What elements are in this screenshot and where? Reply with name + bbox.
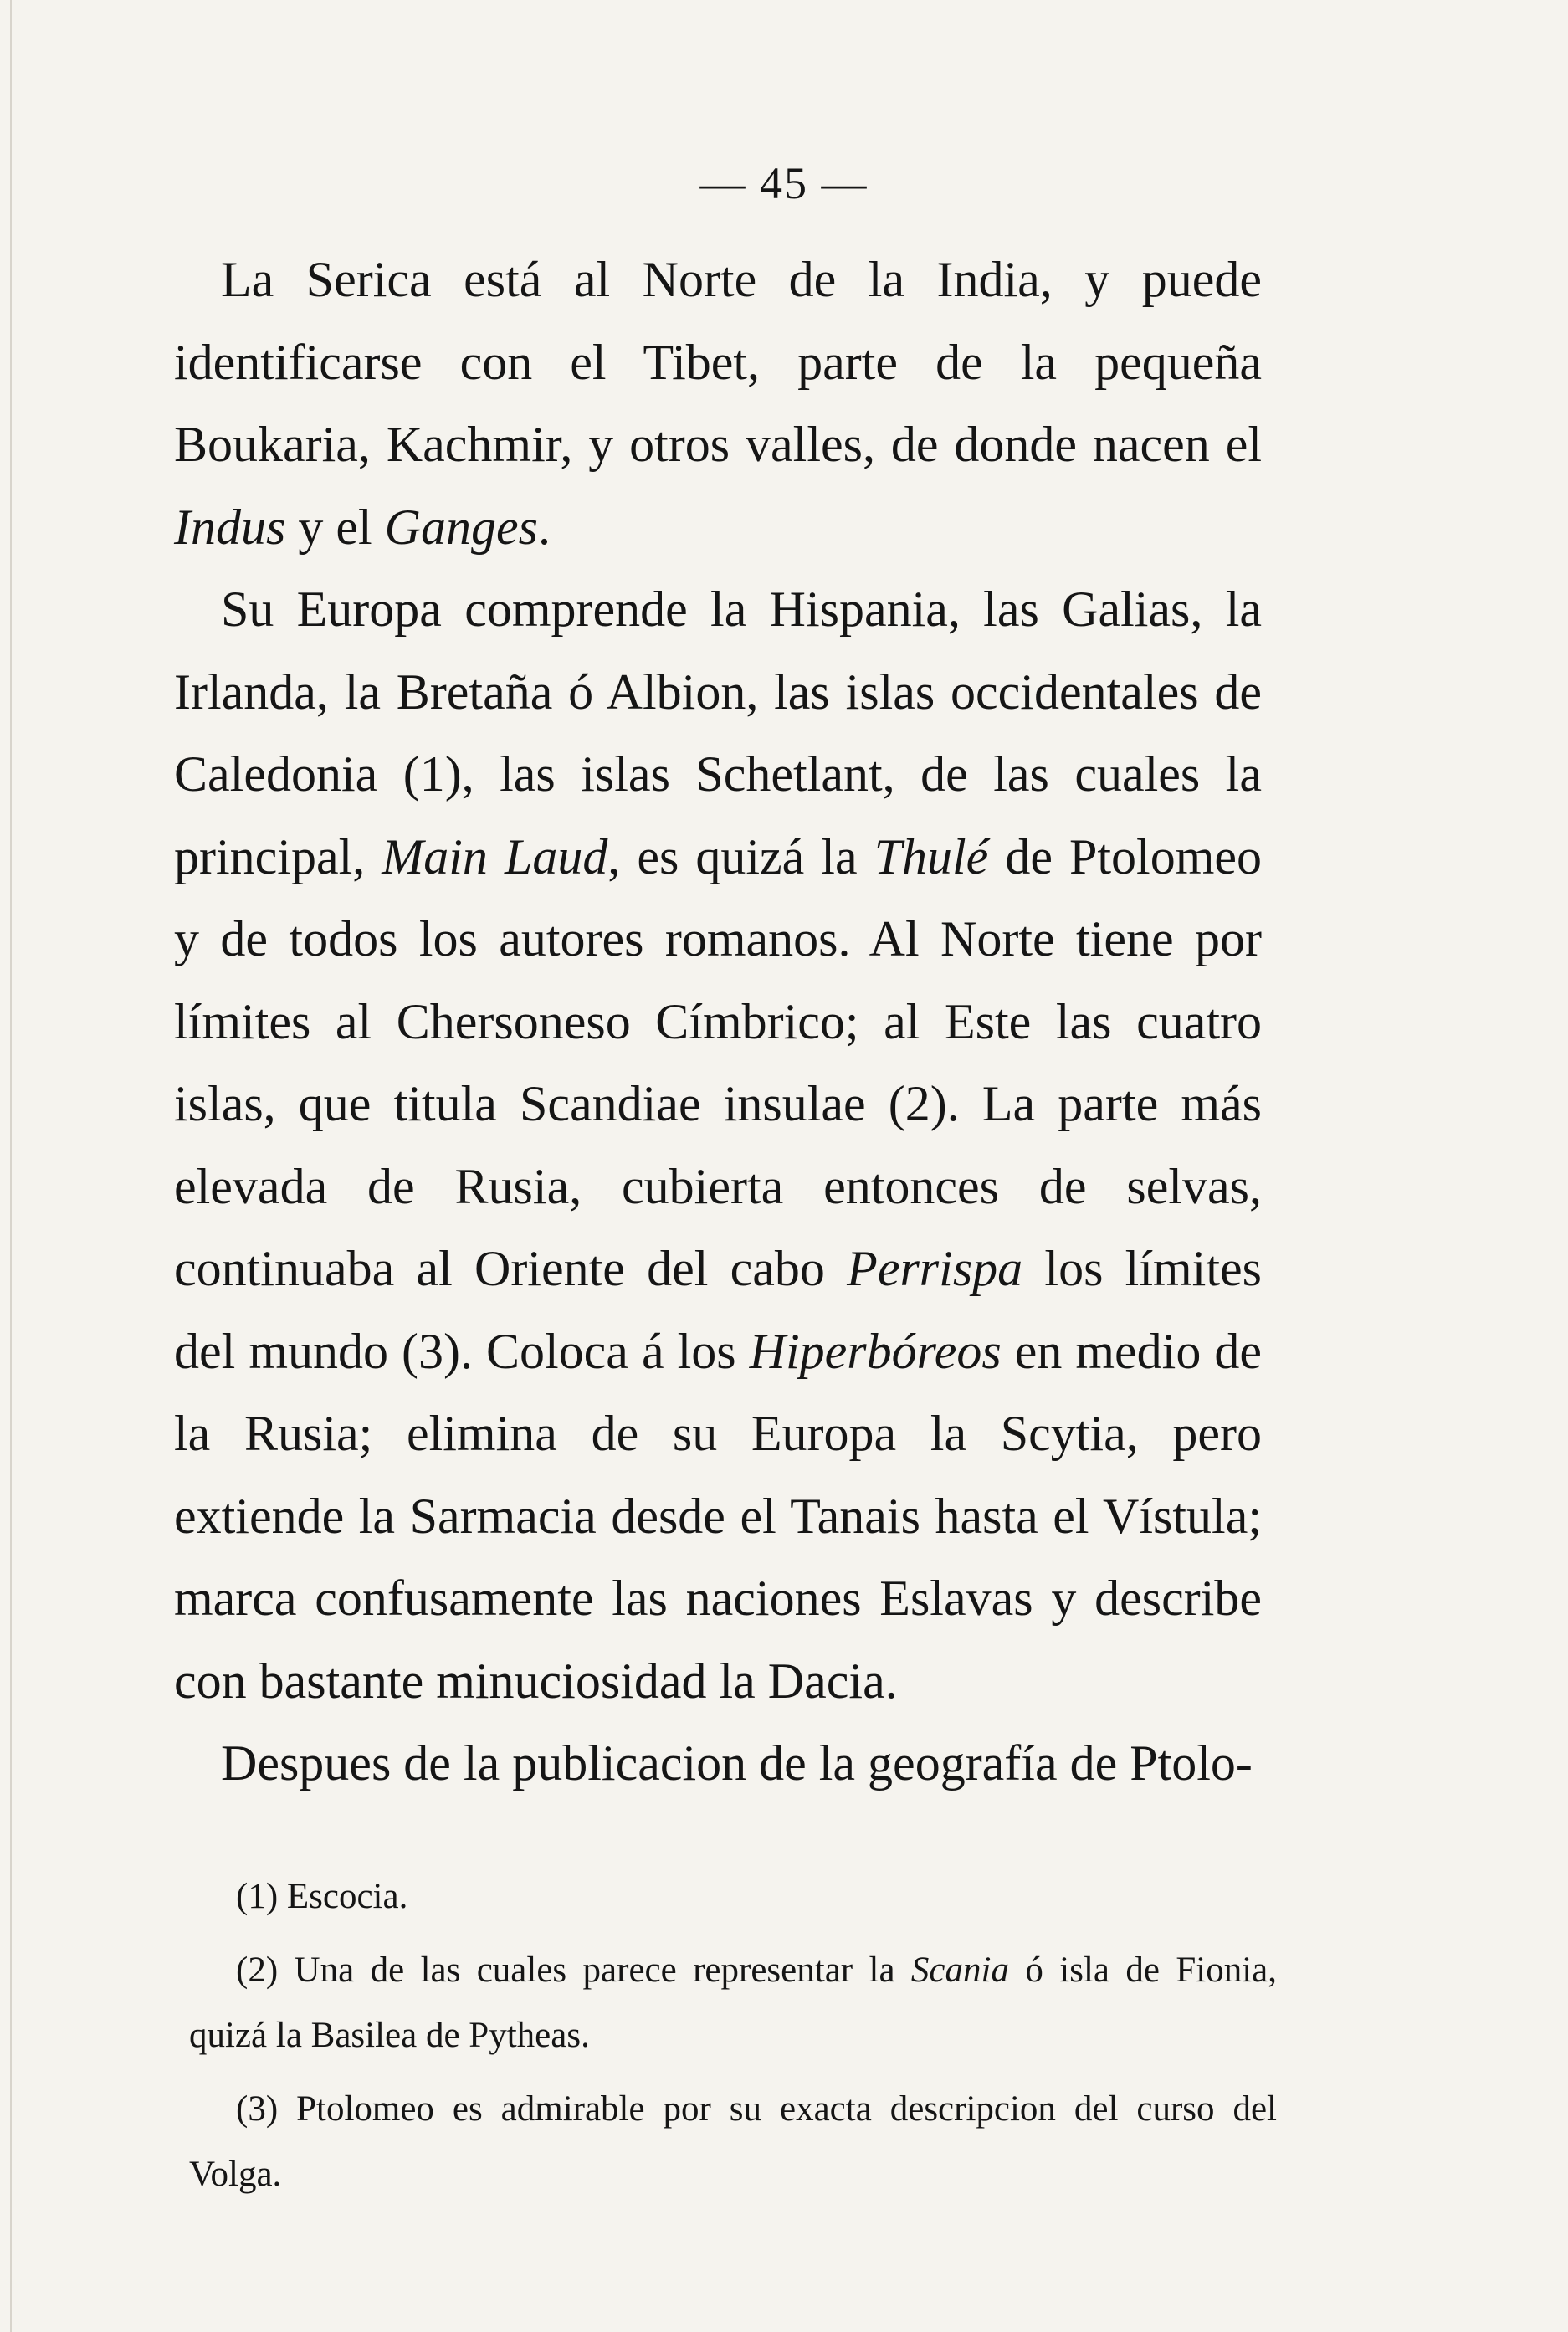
paragraph-3: Despues de la publicacion de la geografía de Ptolo- bbox=[221, 1735, 1253, 1791]
page-number: — 45 — bbox=[699, 158, 869, 208]
footnote-1 bbox=[189, 1864, 1277, 1930]
footnote-2-number: (2) bbox=[236, 1950, 279, 1990]
paragraph-2-text-1: Su Europa comprende la Hispania, las Galias, la Irlanda, la Bretaña ó Albion, las islas occidentales de Caledonia (1), las islas Schetlant, de las cuales la principal, bbox=[174, 582, 1262, 884]
footnote-3 bbox=[189, 2077, 1277, 2207]
italic-thule: Thulé bbox=[874, 828, 989, 884]
paragraph-1 bbox=[174, 238, 1262, 568]
footnote-3-number: (3) bbox=[236, 2089, 279, 2129]
paragraph-1-text-1: La Serica está al Norte de la India, y puede identificarse con el Tibet, parte de la pequeña Boukaria, Kachmir, y otros valles, de donde nacen el bbox=[174, 252, 1262, 472]
italic-scania: Scania bbox=[910, 1950, 1009, 1990]
footnote-1-text: Escocia. bbox=[286, 1877, 408, 1916]
italic-perrispa: Perrispa bbox=[847, 1241, 1023, 1296]
paragraph-2-text-2: , es quizá la bbox=[607, 828, 874, 884]
italic-ganges: Ganges bbox=[384, 499, 538, 555]
paragraph-1-text-3: . bbox=[537, 499, 551, 555]
page-edge bbox=[10, 0, 12, 2332]
footnote-1-number: (1) bbox=[236, 1877, 279, 1916]
paragraph-2-text-4: los límites del mundo (3). Coloca á los bbox=[174, 1241, 1262, 1379]
main-text bbox=[174, 238, 1262, 1805]
paragraph-1-text-2: y el bbox=[285, 499, 385, 555]
italic-indus: Indus bbox=[174, 499, 286, 555]
paragraph-2-text-5: en medio de la Rusia; elimina de su Europa la Scytia, pero extiende la Sarmacia desde el Tanais hasta el Vístula; marca confusamente las naciones Eslavas y describe con bastante minuciosidad la Dacia. bbox=[174, 1323, 1262, 1709]
footnotes bbox=[189, 1864, 1277, 2207]
paragraph-2 bbox=[174, 568, 1262, 1722]
footnote-3-text: Ptolomeo es admirable por su exacta descripcion del curso del Volga. bbox=[189, 2089, 1277, 2194]
paragraph-2-text-3: de Ptolomeo y de todos los autores romanos. Al Norte tiene por límites al Chersoneso Címbrico; al Este las cuatro islas, que titula Scandiae insulae (2). La parte más elevada de Rusia, cubierta entonces de selvas, continuaba al Oriente del cabo bbox=[174, 828, 1262, 1296]
footnote-2-text-1: Una de las cuales parece representar la bbox=[294, 1950, 911, 1990]
italic-main-laud: Main Laud bbox=[382, 828, 608, 884]
footnote-2-text-2: ó isla de Fionia, quizá la Basilea de Pytheas. bbox=[189, 1950, 1277, 2055]
footnote-2 bbox=[189, 1938, 1277, 2068]
italic-hiperboreos: Hiperbóreos bbox=[749, 1323, 1002, 1379]
